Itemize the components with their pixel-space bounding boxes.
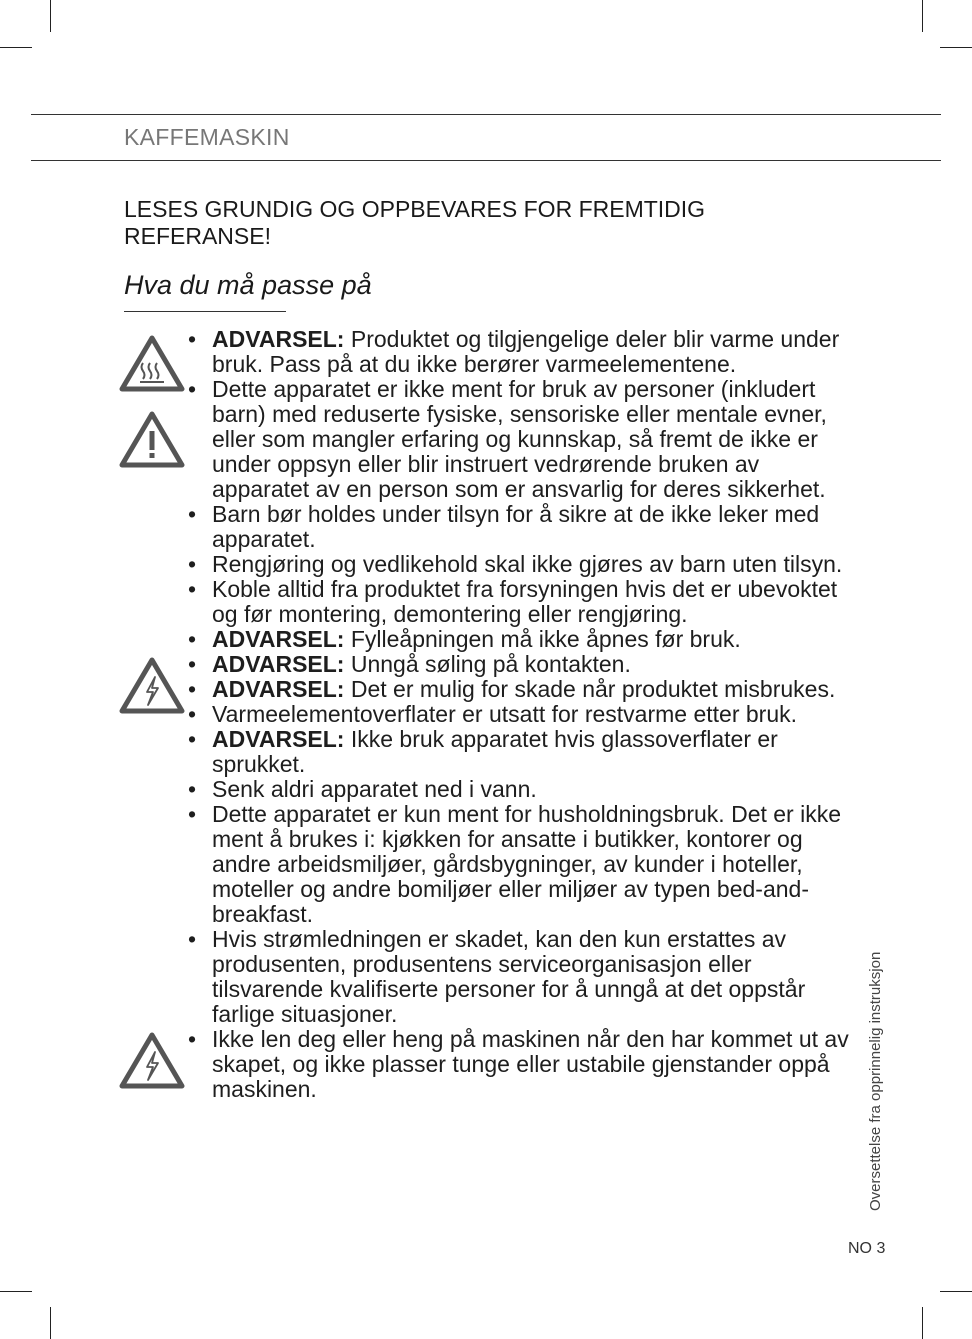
item-text: Ikke bruk apparatet hvis glassoverflater er sprukket. [212,726,778,777]
list-item [188,502,858,552]
translation-note: Oversettelse fra opprinnelig instruksjon [867,951,884,1211]
general-warning-icon [118,409,186,469]
item-text: Hvis strømledningen er skadet, kan den kun erstattes av produsenten, produsentens serviceorganisasjon eller tilsvarende kvalifiserte personer for å unngå at det oppstår farlige situasjoner. [212,926,806,1027]
item-text: Fylleåpningen må ikke åpnes før bruk. [344,626,741,652]
list-item [188,577,858,627]
section-title: KAFFEMASKIN [124,124,290,150]
list-item [188,927,858,1027]
list-item [188,377,858,502]
item-text: Varmeelementoverflater er utsatt for restvarme etter bruk. [212,701,798,727]
warning-prefix: ADVARSEL: [212,676,345,702]
crop-mark [940,47,972,48]
crop-mark [922,0,923,32]
item-text: Produktet og tilgjengelige deler blir varme under bruk. Pass på at du ikke berører varmeelementene. [212,326,840,377]
crop-mark [0,47,32,48]
crop-mark [50,0,51,32]
list-item [188,552,858,577]
item-text: Barn bør holdes under tilsyn for å sikre at de ikke leker med apparatet. [212,501,820,552]
item-text: Rengjøring og vedlikehold skal ikke gjøres av barn uten tilsyn. [212,551,843,577]
list-item [188,627,858,652]
hot-surface-warning-icon [118,333,186,393]
subheading: Hva du må passe på [124,270,372,300]
list-item [188,1027,858,1102]
list-item [188,652,858,677]
item-text: Dette apparatet er kun ment for husholdningsbruk. Det er ikke ment å brukes i: kjøkken for ansatte i butikker, kontorer og andre arbeidsmiljøer, gårdsbygninger, av kunder i hoteller, moteller og andre bomiljøer eller miljøer av typen bed-and-breakfast. [212,801,842,927]
crop-mark [940,1291,972,1292]
electric-shock-warning-icon [118,1030,186,1090]
list-item [188,777,858,802]
list-item [188,327,858,377]
warning-prefix: ADVARSEL: [212,326,345,352]
list-item [188,677,858,702]
subheading-rule [124,311,286,312]
warning-prefix: ADVARSEL: [212,626,345,652]
warning-prefix: ADVARSEL: [212,651,345,677]
item-text: Det er mulig for skade når produktet misbrukes. [344,676,836,702]
list-item [188,727,858,777]
item-text: Dette apparatet er ikke ment for bruk av personer (inkludert barn) med reduserte fysiske, sensoriske eller mentale evner, eller som mangler erfaring og kunnskap, så fremt de ikke er under oppsyn eller blir instruert vedrørende bruken av apparatet av en person som er ansvarlig for deres sikkerhet. [212,376,827,502]
list-item [188,702,858,727]
crop-mark [0,1291,32,1292]
header-top-rule [31,114,941,115]
list-item [188,802,858,927]
crop-mark [50,1307,51,1339]
intro-heading: LESES GRUNDIG OG OPPBEVARES FOR FREMTIDIG REFERANSE! [124,196,706,249]
page-number: NO 3 [848,1240,886,1257]
item-text: Unngå søling på kontakten. [344,651,631,677]
safety-list [188,327,858,1102]
crop-mark [922,1307,923,1339]
electric-shock-warning-icon [118,655,186,715]
item-text: Koble alltid fra produktet fra forsyningen hvis det er ubevoktet og før montering, demontering eller rengjøring. [212,576,838,627]
item-text: Ikke len deg eller heng på maskinen når den har kommet ut av skapet, og ikke plasser tunge eller ustabile gjenstander oppå maskinen. [212,1026,849,1102]
warning-prefix: ADVARSEL: [212,726,345,752]
header-bottom-rule [31,160,941,161]
item-text: Senk aldri apparatet ned i vann. [212,776,537,802]
